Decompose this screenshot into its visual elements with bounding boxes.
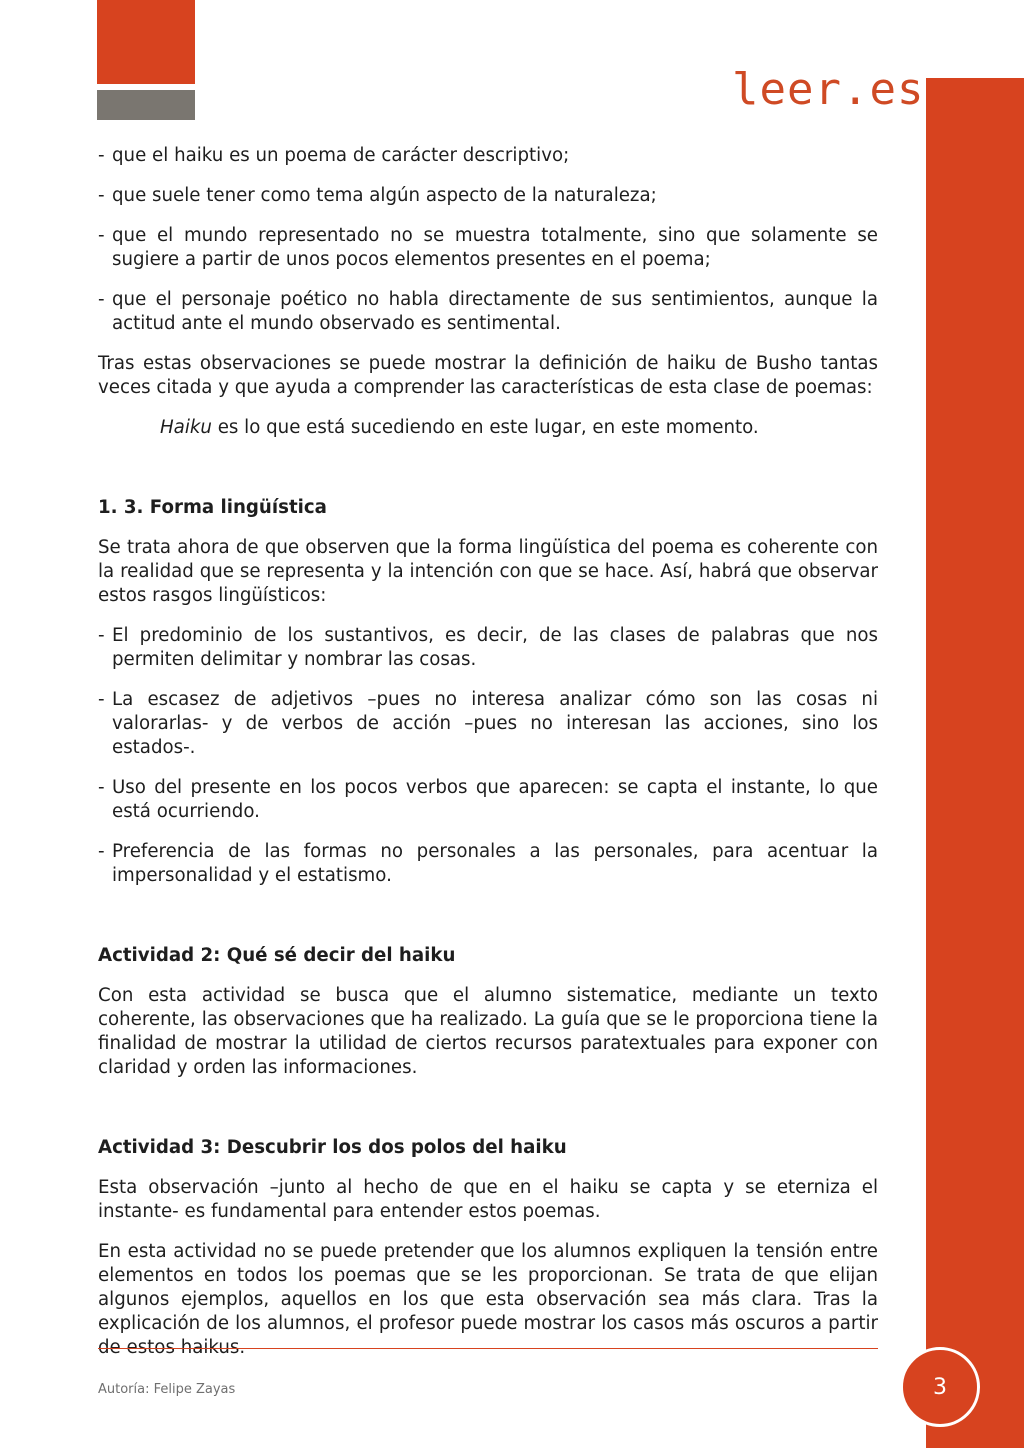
section-heading-actividad-2: Actividad 2: Qué sé decir del haiku bbox=[98, 945, 456, 966]
footer-divider bbox=[98, 1348, 878, 1349]
list-item-text: que el personaje poético no habla directamente de sus sentimientos, aunque la actitud ante el mundo observado es sentimental. bbox=[112, 289, 878, 334]
list-item-text: Uso del presente en los pocos verbos que aparecen: se capta el instante, lo que está ocurriendo. bbox=[112, 777, 878, 822]
quote-text: es lo que está sucediendo en este lugar, en este momento. bbox=[211, 417, 759, 438]
list-item: - que el haiku es un poema de carácter descriptivo; bbox=[98, 144, 878, 168]
list-item-text: que suele tener como tema algún aspecto de la naturaleza; bbox=[112, 185, 657, 206]
list-item: - que suele tener como tema algún aspecto de la naturaleza; bbox=[98, 184, 878, 208]
quote-italic-word: Haiku bbox=[160, 417, 212, 438]
list-item: - Preferencia de las formas no personales a las personales, para acentuar la impersonalidad y el estatismo. bbox=[98, 841, 878, 886]
footer-author: Autoría: Felipe Zayas bbox=[98, 1382, 236, 1397]
list-item: - La escasez de adjetivos –pues no interesa analizar cómo son las cosas ni valorarlas- y de verbos de acción –pues no interesan las acciones, sino los estados-. bbox=[98, 689, 878, 758]
list-item-text: Preferencia de las formas no personales a las personales, para acentuar la impersonalidad y el estatismo. bbox=[112, 841, 878, 886]
list-item-text: que el haiku es un poema de carácter descriptivo; bbox=[112, 145, 570, 166]
section-heading-actividad-3: Actividad 3: Descubrir los dos polos del haiku bbox=[98, 1137, 567, 1158]
page-number-badge: 3 bbox=[900, 1347, 980, 1427]
actividad-2-paragraph: Con esta actividad se busca que el alumno sistematice, mediante un texto coherente, las observaciones que ha realizado. La guía que se le proporciona tiene la finalidad de mostrar la utilidad de ciertos recursos paratextuales para exponer con claridad y orden las informaciones. bbox=[98, 985, 878, 1078]
page-content bbox=[98, 144, 878, 1360]
list-item: - El predominio de los sustantivos, es decir, de las clases de palabras que nos permiten delimitar y nombrar las cosas. bbox=[98, 625, 878, 670]
section-heading-forma: 1. 3. Forma lingüística bbox=[98, 497, 327, 518]
list-item: - que el personaje poético no habla directamente de sus sentimientos, aunque la actitud ante el mundo observado es sentimental. bbox=[98, 289, 878, 334]
forma-paragraph: Se trata ahora de que observen que la forma lingüística del poema es coherente con la realidad que se representa y la intención con que se hace. Así, habrá que observar estos rasgos lingüísticos: bbox=[98, 537, 878, 606]
intro-paragraph: Tras estas observaciones se puede mostrar la definición de haiku de Busho tantas veces citada y que ayuda a comprender las características de esta clase de poemas: bbox=[98, 353, 878, 398]
list-item-text: que el mundo representado no se muestra totalmente, sino que solamente se sugiere a partir de unos pocos elementos presentes en el poema; bbox=[112, 225, 878, 270]
actividad-3-paragraph: Esta observación –junto al hecho de que en el haiku se capta y se eterniza el instante- es fundamental para entender estos poemas. bbox=[98, 1177, 878, 1222]
header-orange-block bbox=[97, 0, 195, 84]
list-item: - Uso del presente en los pocos verbos que aparecen: se capta el instante, lo que está ocurriendo. bbox=[98, 777, 878, 822]
brand-logo: leer.es bbox=[732, 64, 925, 115]
list-item-text: El predominio de los sustantivos, es decir, de las clases de palabras que nos permiten delimitar y nombrar las cosas. bbox=[112, 625, 878, 670]
actividad-3-paragraph: En esta actividad no se puede pretender que los alumnos expliquen la tensión entre elementos en todos los poemas que se les proporcionan. Se trata de que elijan algunos ejemplos, aquellos en los que esta observación sea más clara. Tras la explicación de los alumnos, el profesor puede mostrar los casos más oscuros a partir de estos haikus. bbox=[98, 1241, 878, 1358]
list-item: - que el mundo representado no se muestra totalmente, sino que solamente se sugiere a partir de unos pocos elementos presentes en el poema; bbox=[98, 225, 878, 270]
header-grey-block bbox=[97, 90, 195, 120]
list-item-text: La escasez de adjetivos –pues no interesa analizar cómo son las cosas ni valorarlas- y de verbos de acción –pues no interesan las acciones, sino los estados-. bbox=[112, 689, 878, 758]
side-orange-bar bbox=[926, 78, 1024, 1448]
haiku-definition-quote bbox=[98, 416, 878, 440]
